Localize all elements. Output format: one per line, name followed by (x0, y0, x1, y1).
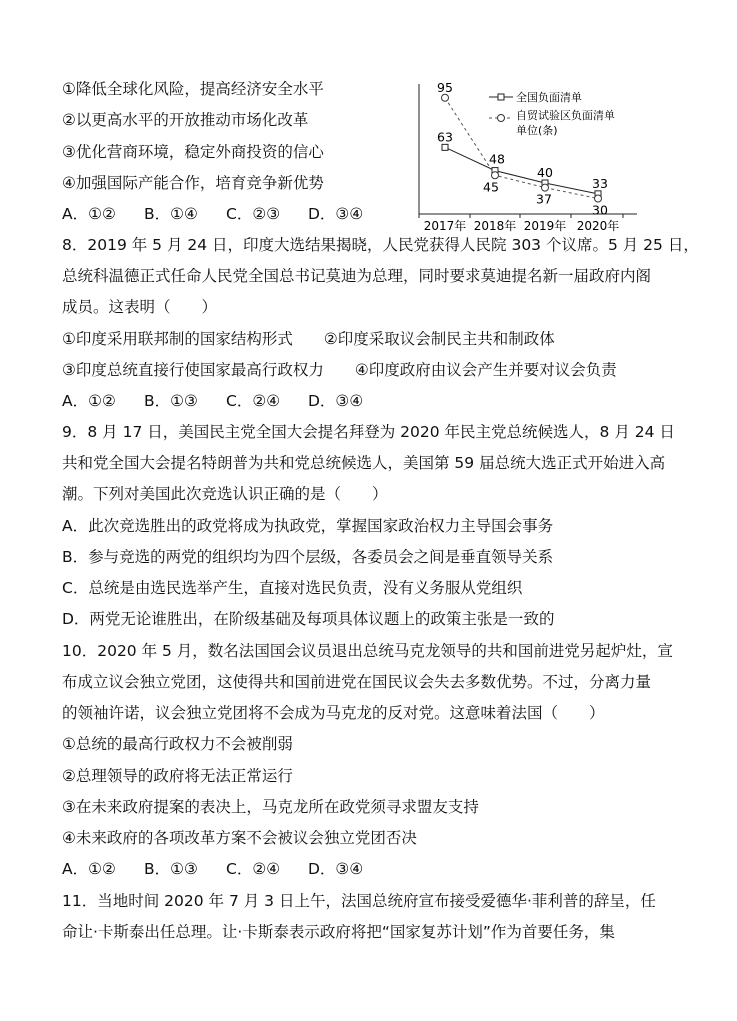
chart-category-label: 2020年 (576, 219, 620, 233)
q7-option-d[interactable]: D．③④ (308, 205, 364, 223)
q8-stem-line-2: 总统科温德正式任命人民党全国总书记莫迪为总理，同时要求莫迪提名新一届政府内阁 (62, 267, 652, 285)
q10-option-b[interactable]: B．①③ (144, 860, 198, 878)
q7-statement-3: ③优化营商环境，稳定外商投资的信心 (62, 143, 324, 161)
q8-option-b[interactable]: B．①③ (144, 392, 198, 410)
q8-option-c[interactable]: C．②④ (226, 392, 281, 410)
q7-option-b[interactable]: B．①④ (144, 205, 198, 223)
chart-category-label: 2019年 (523, 219, 567, 233)
q8-stem-line-1: 8．2019 年 5 月 24 日，印度大选结果揭晓，人民党获得人民院 303 个议席。5 月 25 日， (62, 236, 699, 254)
q8-option-a[interactable]: A．①② (62, 392, 116, 410)
q10-stem-line-2: 布成立议会独立党团，这使得共和国前进党在国民议会失去多数优势。不过，分离力量 (62, 673, 652, 691)
legend-square-marker (498, 94, 504, 100)
q10-statement-1: ①总统的最高行政权力不会被削弱 (62, 735, 293, 753)
q11-stem-line-1: 11．当地时间 2020 年 7 月 3 日上午，法国总统府宣布接受爱德华·菲利普的辞呈，任 (62, 892, 656, 910)
legend-circle-marker (498, 115, 505, 122)
chart-data-label: 95 (437, 82, 453, 95)
q9-stem-line-1: 9．8 月 17 日，美国民主党全国大会提名拜登为 2020 年民主党总统候选人，8 月 24 日 (62, 423, 675, 441)
chart-data-label: 48 (489, 151, 505, 167)
q10-option-c[interactable]: C．②④ (226, 860, 281, 878)
series-point-ftz (542, 184, 549, 191)
q10-stem-line-3: 的领袖许诺，议会独立党团将不会成为马克龙的反对党。这意味着法国（ ） (62, 704, 605, 722)
chart-data-label: 45 (483, 179, 499, 195)
series-point-ftz (492, 172, 499, 179)
q8-options (62, 391, 363, 411)
q8-statements-row-2: ③印度总统直接行使国家最高行政权力 ④印度政府由议会产生并要对议会负责 (62, 361, 617, 379)
q9-choice-b[interactable]: B．参与竞选的两党的组织均为四个层级，各委员会之间是垂直领导关系 (62, 548, 554, 566)
q10-statement-3: ③在未来政府提案的表决上，马克龙所在政党须寻求盟友支持 (62, 798, 479, 816)
chart-data-label: 37 (536, 191, 552, 207)
chart-data-label: 63 (437, 129, 453, 145)
q10-statement-4: ④未来政府的各项改革方案不会被议会独立党团否决 (62, 829, 417, 847)
q7-options (62, 204, 363, 224)
chart-category-label: 2017年 (423, 219, 467, 233)
q8-stem-line-3: 成员。这表明（ ） (62, 298, 218, 316)
q7-statement-4: ④加强国际产能合作，培育竞争新优势 (62, 174, 324, 192)
legend-label-national: 全国负面清单 (516, 91, 582, 104)
series-point-ftz (595, 195, 602, 202)
q7-option-c[interactable]: C．②③ (226, 205, 281, 223)
series-point-national (442, 144, 448, 150)
q11-stem-line-2: 命让·卡斯泰出任总理。让·卡斯泰表示政府将把“国家复苏计划”作为首要任务，集 (62, 923, 615, 941)
q9-choice-a[interactable]: A．此次竞选胜出的政党将成为执政党，掌握国家政治权力主导国会事务 (62, 517, 554, 535)
chart-data-label: 33 (592, 175, 608, 191)
q7-statement-2: ②以更高水平的开放推动市场化改革 (62, 111, 309, 129)
q9-stem-line-3: 潮。下列对美国此次竞选认识正确的是（ ） (62, 485, 388, 503)
q9-choice-c[interactable]: C．总统是由选民选举产生，直接对选民负责，没有义务服从党组织 (62, 579, 523, 597)
chart-data-label: 30 (592, 202, 608, 218)
q9-choice-d[interactable]: D．两党无论谁胜出，在阶级基础及每项具体议题上的政策主张是一致的 (62, 610, 555, 628)
q10-options (62, 859, 363, 879)
chart-unit-label: 单位(条) (516, 124, 558, 137)
q7-option-a[interactable]: A．①② (62, 205, 116, 223)
chart-data-label: 40 (537, 165, 553, 180)
q8-statements-row-1: ①印度采用联邦制的国家结构形式 ②印度采取议会制民主共和制政体 (62, 330, 555, 348)
q9-stem-line-2: 共和党全国大会提名特朗普为共和党总统候选人，美国第 59 届总统大选正式开始进入高 (62, 454, 666, 472)
q10-option-d[interactable]: D．③④ (308, 860, 364, 878)
legend-label-ftz: 自贸试验区负面清单 (516, 109, 615, 122)
q8-option-d[interactable]: D．③④ (308, 392, 364, 410)
q10-option-a[interactable]: A．①② (62, 860, 116, 878)
q10-statement-2: ②总理领导的政府将无法正常运行 (62, 767, 293, 785)
q7-statement-1: ①降低全球化风险，提高经济安全水平 (62, 80, 324, 98)
series-line-national (445, 147, 598, 194)
negative-list-chart (405, 82, 667, 234)
series-point-ftz (442, 94, 449, 101)
chart-category-label: 2018年 (473, 219, 517, 233)
q10-stem-line-1: 10．2020 年 5 月，数名法国国会议员退出总统马克龙领导的共和国前进党另起炉灶，宣 (62, 642, 673, 660)
